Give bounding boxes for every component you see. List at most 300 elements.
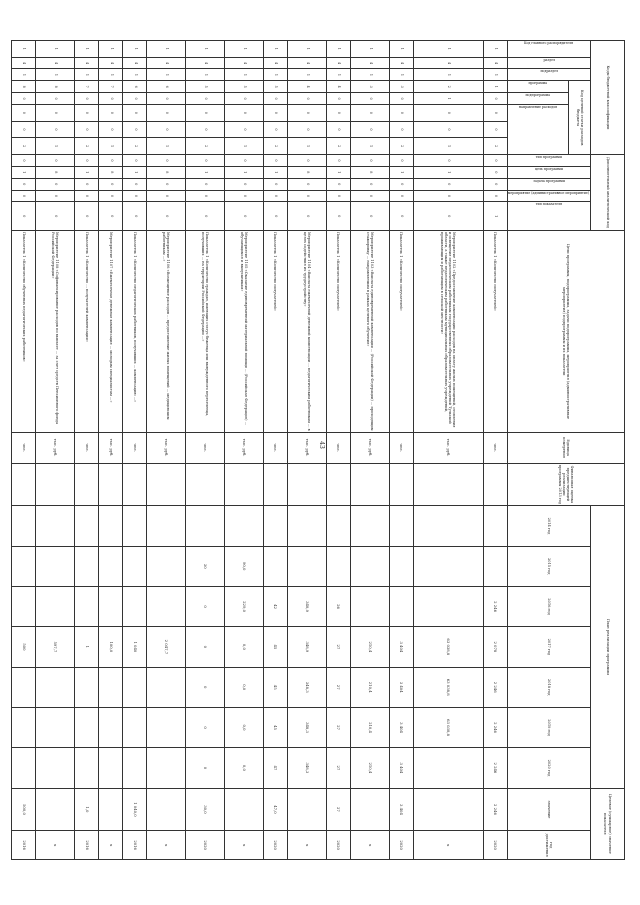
code-digit-cell: 0 <box>11 105 35 122</box>
code-digit-cell: 0 <box>483 93 507 105</box>
row-target-year: 2016 <box>74 831 98 860</box>
year-value-cell <box>123 707 147 747</box>
table-row <box>389 41 413 860</box>
code-digit-cell: 0 <box>36 121 75 138</box>
table-row <box>36 41 75 860</box>
code-digit-cell: 1 <box>263 69 287 81</box>
rotated-table <box>21 40 625 860</box>
code-digit-cell: 0 <box>11 121 35 138</box>
code-digit-cell: 0 <box>326 105 350 122</box>
code-digit-cell: 1 <box>123 41 147 58</box>
table-row <box>263 41 287 860</box>
row-description: Показатель 1 «Количество получателей» <box>326 230 350 432</box>
code-digit-cell: 8 <box>36 81 75 93</box>
year-value-cell: 0 <box>186 748 225 788</box>
year-value-cell <box>11 546 35 586</box>
code-digit-cell: 0 <box>350 190 389 202</box>
year-value-cell <box>147 707 186 747</box>
year-value-cell: 2 047,7 <box>147 627 186 667</box>
code-digit-cell: 0 <box>99 105 123 122</box>
year-value-cell: 0 <box>186 627 225 667</box>
year-value-cell <box>147 748 186 788</box>
code-digit-cell: 1 <box>483 81 507 93</box>
row-target-year: x <box>147 831 186 860</box>
code-digit-cell: 0 <box>389 155 413 167</box>
row-target-value <box>224 788 263 831</box>
year-value-cell: 0,0 <box>224 748 263 788</box>
code-digit-cell: 1 <box>36 41 75 58</box>
code-digit-cell: 0 <box>389 202 413 231</box>
code-digit-cell: 2 <box>11 138 35 155</box>
code-digit-cell: 0 <box>123 202 147 231</box>
code-digit-cell: 8 <box>287 166 326 178</box>
row-description: Мероприятие 1105 «Оказание единовременной материальной помощи ... (Российская Федерация) ... обучающимся и выпускникам» <box>224 230 263 432</box>
code-digit-cell: 2 <box>186 138 225 155</box>
code-digit-cell: 0 <box>99 178 123 190</box>
year-2017-header: 2017 год <box>507 627 590 667</box>
code-digit-cell: 0 <box>147 155 186 167</box>
year-value-cell: 63 038,8 <box>413 707 483 747</box>
table-row <box>186 41 225 860</box>
year-value-cell <box>99 748 123 788</box>
year-value-cell <box>11 506 35 546</box>
year-value-cell: 42 <box>263 586 287 626</box>
row-fin-estimate <box>123 463 147 506</box>
code-digit-cell: 0 <box>11 190 35 202</box>
row-target-value: 3 404 <box>389 788 413 831</box>
year-value-cell <box>11 707 35 747</box>
row-unit: тыс. руб. <box>99 432 123 463</box>
code-digit-cell: 0 <box>263 155 287 167</box>
program-header: программа <box>507 81 569 93</box>
year-value-cell: 45 <box>263 667 287 707</box>
code-digit-cell: 4 <box>350 57 389 69</box>
code-digit-cell: 2 <box>123 138 147 155</box>
code-digit-cell: 1 <box>186 69 225 81</box>
code-digit-cell: 0 <box>186 178 225 190</box>
code-digit-cell: 0 <box>413 155 483 167</box>
year-value-cell: 63 038,8 <box>413 627 483 667</box>
code-digit-cell: 1 <box>36 69 75 81</box>
row-target-year: x <box>224 831 263 860</box>
code-digit-cell: 1 <box>326 41 350 58</box>
row-description: Мероприятие 1107 «Ежемесячная денежная компенсация ... молодым специалистам ...» <box>99 230 123 432</box>
code-digit-cell: 8 <box>36 166 75 178</box>
code-digit-cell: 0 <box>224 190 263 202</box>
year-value-cell: 348,3 <box>287 667 326 707</box>
code-digit-cell: 0 <box>483 166 507 178</box>
code-digit-cell: 0 <box>326 121 350 138</box>
code-digit-cell: 1 <box>186 166 225 178</box>
row-target-value: 1,0 <box>74 788 98 831</box>
row-fin-estimate <box>224 463 263 506</box>
year-value-cell <box>350 506 389 546</box>
program-goal-header: цель программы <box>507 166 590 178</box>
year-value-cell: 210,4 <box>350 707 389 747</box>
code-digit-cell: 0 <box>413 202 483 231</box>
code-digit-cell: 0 <box>389 105 413 122</box>
code-digit-cell: 1 <box>389 69 413 81</box>
code-digit-cell: 0 <box>483 155 507 167</box>
year-value-cell <box>413 748 483 788</box>
year-value-cell <box>413 546 483 586</box>
code-digit-cell: 2 <box>263 138 287 155</box>
code-digit-cell: 0 <box>186 93 225 105</box>
row-target-year: 2020 <box>186 831 225 860</box>
year-value-cell <box>36 707 75 747</box>
code-digit-cell: 0 <box>263 93 287 105</box>
year-2016-header: 2016 год <box>507 586 590 626</box>
year-value-cell <box>11 748 35 788</box>
code-digit-cell: 4 <box>147 57 186 69</box>
row-unit: чел. <box>74 432 98 463</box>
code-digit-cell: 4 <box>186 57 225 69</box>
year-value-cell <box>123 546 147 586</box>
year-value-cell: 3 404 <box>389 667 413 707</box>
program-table <box>11 40 625 860</box>
code-digit-cell: 1 <box>224 69 263 81</box>
year-2019-header: 2019 год <box>507 707 590 747</box>
table-row <box>413 41 483 860</box>
code-digit-cell: 0 <box>350 178 389 190</box>
row-target-year: 2020 <box>483 831 507 860</box>
code-digit-cell: 0 <box>99 121 123 138</box>
year-value-cell: 2 078 <box>483 627 507 667</box>
row-target-value <box>350 788 389 831</box>
row-fin-estimate <box>36 463 75 506</box>
code-digit-cell: 0 <box>11 93 35 105</box>
code-digit-cell: 7 <box>74 81 98 93</box>
year-value-cell: 27 <box>326 667 350 707</box>
year-value-cell: 2 246 <box>483 667 507 707</box>
code-digit-cell: 5 <box>186 81 225 93</box>
code-digit-cell: 1 <box>99 41 123 58</box>
row-description: Мероприятие 1104 «Выплата ежемесячной денежной компенсации ... педагогическим работникам ... в целях содействия их трудоустройству» <box>287 230 326 432</box>
year-value-cell <box>36 748 75 788</box>
year-2020-header: 2020 год <box>507 748 590 788</box>
year-value-cell <box>350 546 389 586</box>
year-value-cell: 210,4 <box>350 748 389 788</box>
code-digit-cell: 0 <box>287 178 326 190</box>
year-value-cell <box>483 546 507 586</box>
row-description: Показатель 1 «Количество педагогических работников, получивших ... компенсацию ...» <box>123 230 147 432</box>
indicator-type-header: тип показателя <box>507 202 590 231</box>
subsection-header: подраздел <box>507 69 590 81</box>
row-unit: тыс. руб. <box>36 432 75 463</box>
row-fin-estimate <box>186 463 225 506</box>
section-header: раздел <box>507 57 590 69</box>
year-value-cell <box>147 546 186 586</box>
table-row <box>287 41 326 860</box>
code-digit-cell: 1 <box>350 41 389 58</box>
code-digit-cell: 0 <box>74 190 98 202</box>
code-digit-cell: 4 <box>389 57 413 69</box>
year-value-cell: 348,9 <box>287 627 326 667</box>
code-digit-cell: 0 <box>413 190 483 202</box>
row-target-value: 1 040,0 <box>123 788 147 831</box>
year-value-cell: 3 404 <box>389 627 413 667</box>
row-target-year: x <box>350 831 389 860</box>
year-value-cell <box>123 667 147 707</box>
target-header: Целевое (суммарное) значение показателя <box>591 788 625 859</box>
code-digit-cell: 4 <box>11 57 35 69</box>
code-digit-cell: 0 <box>263 190 287 202</box>
year-value-cell: 210,4 <box>350 627 389 667</box>
code-digit-cell: 0 <box>99 155 123 167</box>
code-digit-cell: 0 <box>74 105 98 122</box>
row-description: Показатель 1 «Количество получателей» <box>263 230 287 432</box>
row-unit: тыс. руб. <box>287 432 326 463</box>
table-container <box>21 40 625 860</box>
table-row <box>224 41 263 860</box>
unit-header: Единица измерения <box>507 432 624 463</box>
code-digit-cell: 0 <box>287 155 326 167</box>
row-description: Мероприятие 1108 «Софинансирование расходов по выплате ... за счет средств Пенсионного фонда Российской Федерации» <box>36 230 75 432</box>
year-value-cell <box>74 707 98 747</box>
row-fin-estimate <box>413 463 483 506</box>
row-target-value: 500,0 <box>11 788 35 831</box>
row-target-value <box>99 788 123 831</box>
code-digit-cell: 0 <box>186 202 225 231</box>
code-digit-cell: 4 <box>74 57 98 69</box>
code-digit-cell: 8 <box>147 166 186 178</box>
code-digit-cell: 3 <box>350 81 389 93</box>
code-digit-cell: 1 <box>287 41 326 58</box>
year-value-cell: 100,0 <box>99 627 123 667</box>
code-digit-cell: 0 <box>263 121 287 138</box>
code-digit-cell: 0 <box>147 105 186 122</box>
year-value-cell <box>99 506 123 546</box>
code-digit-cell: 0 <box>263 202 287 231</box>
code-digit-cell: 0 <box>224 105 263 122</box>
code-digit-cell: 0 <box>36 190 75 202</box>
code-digit-cell: 0 <box>350 105 389 122</box>
code-digit-cell: 0 <box>224 178 263 190</box>
code-digit-cell: 0 <box>326 190 350 202</box>
row-target-year: 2016 <box>11 831 35 860</box>
row-unit: чел. <box>389 432 413 463</box>
code-digit-cell: 0 <box>350 121 389 138</box>
year-value-cell: 0,0 <box>224 667 263 707</box>
code-digit-cell: 0 <box>123 178 147 190</box>
direction-header: направление расходов <box>507 105 569 155</box>
year-2015-header: 2015 год <box>507 546 590 586</box>
year-value-cell <box>36 506 75 546</box>
row-description: Мероприятие 1102 «Предоставление компенсации расходов на оплату жилых помещений, отопления и освещения педагогическим работникам государственных образовательных учреждений Тульской области, а также педагогическим работникам муниципальных образовательных учреждений, проживающим и работающим в сельской местности» <box>413 230 483 432</box>
code-digit-cell: 0 <box>287 93 326 105</box>
code-digit-cell: 0 <box>326 178 350 190</box>
row-description: Показатель 1 «Количество обученных педагогических работников» <box>11 230 35 432</box>
code-digit-cell: 0 <box>36 93 75 105</box>
year-value-cell <box>99 586 123 626</box>
code-digit-cell: 0 <box>224 93 263 105</box>
code-digit-cell: 0 <box>11 155 35 167</box>
code-digit-cell: 1 <box>413 166 483 178</box>
code-digit-cell: 2 <box>483 138 507 155</box>
year-value-cell <box>413 506 483 546</box>
code-digit-cell: 1 <box>483 202 507 231</box>
code-digit-cell: 0 <box>123 105 147 122</box>
row-unit: тыс. руб. <box>224 432 263 463</box>
row-fin-estimate <box>287 463 326 506</box>
year-value-cell: 348,3 <box>287 748 326 788</box>
year-value-cell <box>123 748 147 788</box>
code-digit-cell: 1 <box>224 138 263 155</box>
code-digit-cell: 1 <box>74 41 98 58</box>
year-value-cell <box>99 667 123 707</box>
code-digit-cell: 0 <box>326 202 350 231</box>
year-value-cell <box>99 707 123 747</box>
code-digit-cell: 3 <box>389 81 413 93</box>
code-digit-cell: 0 <box>186 155 225 167</box>
year-value-cell <box>413 586 483 626</box>
row-target-value: 30,0 <box>186 788 225 831</box>
page-number: 43 <box>318 441 325 449</box>
code-digit-cell: 0 <box>287 121 326 138</box>
year-value-cell <box>263 506 287 546</box>
target-value-header: значение <box>507 788 590 831</box>
year-value-cell <box>74 667 98 707</box>
table-row <box>123 41 147 860</box>
code-digit-cell: 0 <box>99 202 123 231</box>
year-value-cell <box>389 546 413 586</box>
year-value-cell <box>389 586 413 626</box>
year-value-cell <box>483 506 507 546</box>
year-value-cell <box>74 748 98 788</box>
year-value-cell: 26 <box>326 586 350 626</box>
code-digit-cell: 1 <box>483 69 507 81</box>
code-digit-cell: 0 <box>263 178 287 190</box>
year-value-cell: 0,0 <box>224 627 263 667</box>
code-digit-cell: 0 <box>36 202 75 231</box>
year-value-cell: 500 <box>11 627 35 667</box>
code-digit-cell: 0 <box>224 121 263 138</box>
code-digit-cell: 0 <box>326 155 350 167</box>
year-value-cell <box>224 506 263 546</box>
code-digit-cell: 0 <box>389 190 413 202</box>
plan-header: План реализации программы <box>591 506 625 788</box>
table-row <box>147 41 186 860</box>
code-digit-cell: 4 <box>326 81 350 93</box>
row-unit: чел. <box>326 432 350 463</box>
row-target-year: x <box>99 831 123 860</box>
year-value-cell <box>326 506 350 546</box>
admin-code-header: Код главного распорядителя <box>507 41 590 58</box>
year-value-cell <box>11 667 35 707</box>
year-value-cell <box>287 546 326 586</box>
row-target-year: 2020 <box>389 831 413 860</box>
code-digit-cell: 4 <box>36 57 75 69</box>
row-target-year: 2016 <box>123 831 147 860</box>
row-target-year: 2020 <box>326 831 350 860</box>
row-description: Показатель 1 «Количество ... получателей компенсации» <box>74 230 98 432</box>
year-value-cell: 45 <box>263 627 287 667</box>
code-digit-cell: 5 <box>224 81 263 93</box>
program-type-header: тип программы <box>507 155 590 167</box>
code-digit-cell: 8 <box>11 81 35 93</box>
year-value-cell <box>350 586 389 626</box>
code-digit-cell: 2 <box>413 81 483 93</box>
code-digit-cell: 1 <box>287 69 326 81</box>
row-target-value <box>147 788 186 831</box>
code-digit-cell: 1 <box>263 166 287 178</box>
year-value-cell: 0 <box>186 707 225 747</box>
year-value-cell: 27 <box>326 748 350 788</box>
code-digit-cell: 0 <box>74 155 98 167</box>
code-digit-cell: 0 <box>147 93 186 105</box>
code-digit-cell: 1 <box>99 69 123 81</box>
code-digit-cell: 0 <box>74 202 98 231</box>
row-fin-estimate <box>350 463 389 506</box>
year-value-cell <box>287 506 326 546</box>
row-description: Мероприятие 1103 «Выплата единовременной компенсации ... (Российской Федерации) ... проходящим стажировку ... направляемым в рамках целевого обучения» <box>350 230 389 432</box>
year-value-cell: 3 404 <box>389 707 413 747</box>
row-unit: тыс. руб. <box>350 432 389 463</box>
code-digit-cell: 4 <box>287 57 326 69</box>
code-digit-cell: 0 <box>287 202 326 231</box>
year-value-cell <box>74 586 98 626</box>
year-value-cell <box>147 667 186 707</box>
code-digit-cell: 0 <box>263 105 287 122</box>
year-value-cell <box>11 586 35 626</box>
code-digit-cell: 0 <box>147 121 186 138</box>
code-digit-cell: 0 <box>123 121 147 138</box>
code-digit-cell: 0 <box>413 121 483 138</box>
target-year-header: год достижения <box>507 831 590 860</box>
row-target-year: 2020 <box>263 831 287 860</box>
code-digit-cell: 1 <box>99 138 123 155</box>
year-value-cell <box>263 546 287 586</box>
code-digit-cell: 4 <box>99 57 123 69</box>
code-digit-cell: 0 <box>389 121 413 138</box>
code-digit-cell: 0 <box>11 202 35 231</box>
row-unit: чел. <box>186 432 225 463</box>
row-unit: тыс. руб. <box>147 432 186 463</box>
row-target-year: x <box>36 831 75 860</box>
row-target-value <box>413 788 483 831</box>
year-value-cell: 90,0 <box>224 546 263 586</box>
code-digit-cell: 1 <box>224 166 263 178</box>
code-digit-cell: 1 <box>413 93 483 105</box>
year-value-cell <box>123 506 147 546</box>
code-digit-cell: 1 <box>74 166 98 178</box>
code-digit-cell: 1 <box>483 41 507 58</box>
code-digit-cell: 1 <box>389 41 413 58</box>
year-value-cell <box>36 667 75 707</box>
code-digit-cell: 0 <box>123 93 147 105</box>
row-unit: чел. <box>263 432 287 463</box>
code-digit-cell: 0 <box>287 190 326 202</box>
code-digit-cell: 0 <box>483 121 507 138</box>
year-value-cell: 45 <box>263 707 287 747</box>
code-digit-cell: 1 <box>186 41 225 58</box>
code-digit-cell: 0 <box>74 93 98 105</box>
code-digit-cell: 2 <box>74 138 98 155</box>
code-digit-cell: 1 <box>11 41 35 58</box>
code-digit-cell: 0 <box>483 190 507 202</box>
dop-class-header: Дополнительный аналитический код <box>591 155 625 231</box>
code-digit-cell: 0 <box>99 190 123 202</box>
year-value-cell: 210,4 <box>350 667 389 707</box>
year-value-cell: 27 <box>326 627 350 667</box>
subprogram-header: подпрограмма <box>507 93 569 105</box>
row-description: Мероприятие 1106 «Возмещение расходов ... предоставление жилых помещений ... медицинским работникам ...» <box>147 230 186 432</box>
year-value-cell <box>123 586 147 626</box>
code-digit-cell: 6 <box>123 81 147 93</box>
code-digit-cell: 0 <box>224 155 263 167</box>
year-2014-header: 2014 год <box>507 506 590 546</box>
code-digit-cell: 0 <box>350 202 389 231</box>
